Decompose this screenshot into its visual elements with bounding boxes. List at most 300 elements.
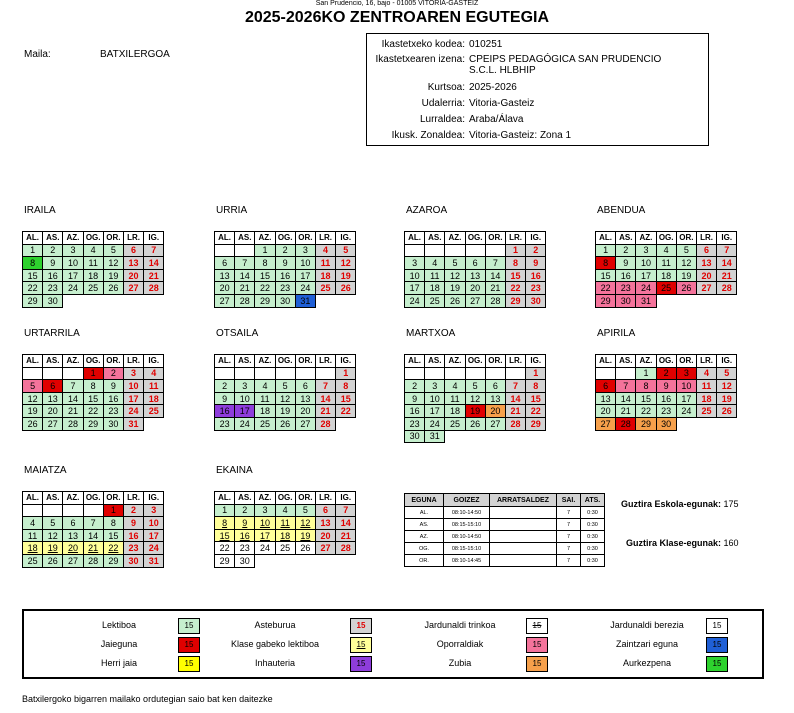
weekday-header: OG. (275, 232, 295, 245)
day-cell: 19 (336, 269, 356, 282)
day-cell: 9 (43, 257, 63, 270)
day-cell: 3 (295, 244, 315, 257)
day-cell: 6 (315, 504, 335, 517)
day-cell: 5 (295, 504, 315, 517)
weekday-header: AZ. (255, 492, 275, 505)
day-cell: 8 (215, 517, 235, 530)
day-cell: 26 (103, 282, 123, 295)
school-address: San Prudencio, 16, bajo - 01005 VITORIA-GASTEIZ (315, 0, 479, 7)
weekday-header: LR. (315, 232, 335, 245)
month-name: MARTXOA (406, 328, 456, 339)
day-cell: 8 (336, 380, 356, 393)
day-cell: 22 (23, 282, 43, 295)
empty-cell (465, 244, 485, 257)
empty-cell (43, 504, 63, 517)
legend-label: Klase gabeko lektiboa (230, 639, 320, 649)
day-cell: 31 (636, 294, 656, 307)
day-cell: 9 (275, 257, 295, 270)
schedule-cell (490, 519, 557, 531)
schedule-row (405, 555, 605, 567)
weekday-header: AZ. (255, 232, 275, 245)
info-label: Udalerria: (421, 98, 465, 109)
weekday-header: AS. (425, 355, 445, 368)
day-cell: 15 (596, 269, 616, 282)
weekday-header: LR. (123, 355, 143, 368)
weekday-header: AS. (235, 492, 255, 505)
empty-cell (315, 554, 335, 567)
day-cell: 25 (315, 282, 335, 295)
info-value: Vitoria-Gasteiz: Zona 1 (469, 130, 572, 141)
day-cell: 10 (405, 269, 425, 282)
schedule-row (405, 519, 605, 531)
day-cell: 20 (485, 405, 505, 418)
day-cell: 12 (676, 257, 696, 270)
day-cell: 18 (425, 282, 445, 295)
day-cell: 24 (295, 282, 315, 295)
day-cell: 27 (123, 282, 143, 295)
day-cell: 9 (405, 392, 425, 405)
day-cell: 4 (425, 257, 445, 270)
info-value: Araba/Álava (469, 114, 524, 125)
day-cell: 19 (23, 405, 43, 418)
day-cell: 1 (103, 504, 123, 517)
day-cell: 15 (636, 392, 656, 405)
weekday-header: AL. (405, 355, 425, 368)
day-cell: 15 (215, 529, 235, 542)
day-cell: 30 (656, 417, 676, 430)
schedule-cell (490, 507, 557, 519)
day-cell: 20 (43, 405, 63, 418)
day-cell: 29 (505, 294, 525, 307)
day-cell: 18 (696, 392, 716, 405)
schedule-header: GOIZEZ (444, 494, 490, 507)
schedule-cell: 0:30 (581, 555, 605, 567)
weekday-header: IG. (144, 355, 164, 368)
weekday-header: OR. (103, 232, 123, 245)
empty-cell (425, 244, 445, 257)
month-name: EKAINA (216, 465, 253, 476)
day-cell: 22 (103, 542, 123, 555)
weekday-header: IG. (717, 232, 737, 245)
day-cell: 4 (275, 504, 295, 517)
schedule-cell: AS. (405, 519, 444, 531)
day-cell: 2 (405, 380, 425, 393)
day-cell: 29 (23, 294, 43, 307)
legend-label: Jardunaldi trinkoa (424, 620, 496, 630)
day-cell: 23 (656, 405, 676, 418)
empty-cell (123, 294, 143, 307)
weekday-header: AS. (235, 232, 255, 245)
day-cell: 17 (63, 269, 83, 282)
day-cell: 2 (43, 244, 63, 257)
day-cell: 14 (83, 529, 103, 542)
day-cell: 30 (103, 417, 123, 430)
schedule-cell: 08:10-14:50 (444, 531, 490, 543)
day-cell: 13 (596, 392, 616, 405)
month-name: OTSAILA (216, 328, 259, 339)
day-cell: 15 (83, 392, 103, 405)
schedule-cell: 08:10-14:50 (444, 507, 490, 519)
day-cell: 9 (235, 517, 255, 530)
schedule-cell: 7 (557, 543, 581, 555)
weekday-header: OR. (485, 232, 505, 245)
day-cell: 19 (717, 392, 737, 405)
day-cell: 18 (275, 529, 295, 542)
day-cell: 14 (717, 257, 737, 270)
day-cell: 14 (616, 392, 636, 405)
day-cell: 31 (295, 294, 315, 307)
day-cell: 9 (215, 392, 235, 405)
day-cell: 5 (336, 244, 356, 257)
day-cell: 12 (295, 517, 315, 530)
schedule-cell (490, 543, 557, 555)
day-cell: 16 (103, 392, 123, 405)
day-cell: 28 (144, 282, 164, 295)
day-cell: 18 (144, 392, 164, 405)
day-cell: 9 (526, 257, 546, 270)
day-cell: 28 (505, 417, 525, 430)
empty-cell (505, 430, 525, 443)
legend-swatch: 15 (178, 618, 200, 634)
schedule-table (404, 493, 605, 567)
month-calendar (22, 354, 164, 431)
month-name: MAIATZA (24, 465, 67, 476)
empty-cell (63, 294, 83, 307)
weekday-header: OG. (83, 492, 103, 505)
legend-label: Lektiboa (101, 620, 137, 630)
day-cell: 5 (103, 244, 123, 257)
day-cell: 15 (23, 269, 43, 282)
legend-swatch: 15 (526, 618, 548, 634)
day-cell: 10 (144, 517, 164, 530)
day-cell: 14 (63, 392, 83, 405)
day-cell: 26 (275, 417, 295, 430)
weekday-header: OG. (275, 492, 295, 505)
weekday-header: AL. (215, 355, 235, 368)
day-cell: 31 (425, 430, 445, 443)
day-cell: 5 (23, 380, 43, 393)
day-cell: 16 (123, 529, 143, 542)
schedule-cell: 0:30 (581, 531, 605, 543)
weekday-header: IG. (336, 232, 356, 245)
info-label: Ikastetxeko kodea: (381, 39, 465, 50)
legend-swatch: 15 (526, 637, 548, 653)
day-cell: 24 (235, 417, 255, 430)
day-cell: 13 (465, 269, 485, 282)
day-cell: 22 (526, 405, 546, 418)
day-cell: 9 (656, 380, 676, 393)
day-cell: 20 (63, 542, 83, 555)
empty-cell (445, 367, 465, 380)
empty-cell (505, 367, 525, 380)
day-cell: 12 (445, 269, 465, 282)
day-cell: 21 (144, 269, 164, 282)
weekday-header: AS. (43, 355, 63, 368)
empty-cell (676, 417, 696, 430)
day-cell: 19 (103, 269, 123, 282)
legend-swatch: 15 (706, 618, 728, 634)
day-cell: 2 (215, 380, 235, 393)
day-cell: 6 (295, 380, 315, 393)
school-days-total (621, 499, 739, 509)
class-days-value: 160 (723, 538, 739, 548)
day-cell: 10 (255, 517, 275, 530)
empty-cell (63, 504, 83, 517)
day-cell: 31 (144, 554, 164, 567)
day-cell: 28 (485, 294, 505, 307)
day-cell: 13 (485, 392, 505, 405)
schedule-header: SAI. (557, 494, 581, 507)
day-cell: 4 (255, 380, 275, 393)
month-name: APIRILA (597, 328, 636, 339)
day-cell: 7 (336, 504, 356, 517)
day-cell: 30 (43, 294, 63, 307)
day-cell: 26 (336, 282, 356, 295)
schedule-row (405, 543, 605, 555)
day-cell: 1 (526, 367, 546, 380)
weekday-header: LR. (123, 232, 143, 245)
weekday-header: AL. (215, 492, 235, 505)
day-cell: 14 (505, 392, 525, 405)
month-calendar (595, 354, 737, 431)
day-cell: 25 (696, 405, 716, 418)
day-cell: 25 (83, 282, 103, 295)
day-cell: 11 (144, 380, 164, 393)
empty-cell (485, 367, 505, 380)
schedule-cell: OG. (405, 543, 444, 555)
day-cell: 27 (215, 294, 235, 307)
day-cell: 7 (315, 380, 335, 393)
weekday-header: LR. (696, 232, 716, 245)
day-cell: 5 (275, 380, 295, 393)
empty-cell (616, 367, 636, 380)
day-cell: 4 (445, 380, 465, 393)
day-cell: 10 (295, 257, 315, 270)
day-cell: 14 (235, 269, 255, 282)
day-cell: 16 (43, 269, 63, 282)
day-cell: 21 (235, 282, 255, 295)
day-cell: 15 (255, 269, 275, 282)
day-cell: 18 (656, 269, 676, 282)
month-name: IRAILA (24, 205, 56, 216)
weekday-header: IG. (526, 232, 546, 245)
day-cell: 11 (23, 529, 43, 542)
legend-swatch: 15 (178, 656, 200, 672)
day-cell: 8 (505, 257, 525, 270)
legend-swatch: 15 (350, 637, 372, 653)
weekday-header: OG. (465, 232, 485, 245)
empty-cell (405, 367, 425, 380)
day-cell: 22 (596, 282, 616, 295)
day-cell: 3 (255, 504, 275, 517)
day-cell: 8 (103, 517, 123, 530)
day-cell: 1 (23, 244, 43, 257)
day-cell: 28 (315, 417, 335, 430)
empty-cell (83, 504, 103, 517)
day-cell: 15 (103, 529, 123, 542)
legend-swatch: 15 (706, 656, 728, 672)
day-cell: 12 (336, 257, 356, 270)
school-days-label: Guztira Eskola-egunak: (621, 499, 722, 509)
empty-cell (717, 417, 737, 430)
day-cell: 6 (485, 380, 505, 393)
weekday-header: AZ. (445, 355, 465, 368)
weekday-header: OG. (275, 355, 295, 368)
day-cell: 17 (144, 529, 164, 542)
day-cell: 21 (505, 405, 525, 418)
day-cell: 10 (123, 380, 143, 393)
weekday-header: LR. (505, 355, 525, 368)
day-cell: 11 (255, 392, 275, 405)
legend-swatch: 15 (350, 656, 372, 672)
empty-cell (336, 417, 356, 430)
level-label: Maila: (24, 49, 51, 60)
weekday-header: AZ. (63, 492, 83, 505)
schedule-cell: 0:30 (581, 507, 605, 519)
weekday-header: AS. (425, 232, 445, 245)
month-calendar (22, 231, 164, 308)
day-cell: 24 (405, 294, 425, 307)
day-cell: 2 (275, 244, 295, 257)
empty-cell (275, 554, 295, 567)
day-cell: 27 (63, 554, 83, 567)
day-cell: 5 (445, 257, 465, 270)
day-cell: 16 (526, 269, 546, 282)
day-cell: 28 (717, 282, 737, 295)
month-name: ABENDUA (597, 205, 646, 216)
month-calendar (214, 354, 356, 431)
day-cell: 17 (235, 405, 255, 418)
day-cell: 19 (275, 405, 295, 418)
day-cell: 6 (123, 244, 143, 257)
day-cell: 7 (144, 244, 164, 257)
day-cell: 23 (275, 282, 295, 295)
schedule-cell: 0:30 (581, 543, 605, 555)
day-cell: 27 (295, 417, 315, 430)
month-calendar (404, 354, 546, 443)
day-cell: 13 (315, 517, 335, 530)
day-cell: 13 (295, 392, 315, 405)
legend-label: Asteburua (254, 620, 296, 630)
day-cell: 23 (405, 417, 425, 430)
day-cell: 4 (656, 244, 676, 257)
empty-cell (215, 367, 235, 380)
empty-cell (465, 430, 485, 443)
empty-cell (405, 244, 425, 257)
class-days-total (626, 538, 739, 548)
schedule-row (405, 507, 605, 519)
day-cell: 11 (275, 517, 295, 530)
empty-cell (485, 244, 505, 257)
day-cell: 30 (275, 294, 295, 307)
schedule-cell: 08:15-15:10 (444, 543, 490, 555)
day-cell: 29 (83, 417, 103, 430)
day-cell: 10 (636, 257, 656, 270)
legend-label: Jaieguna (100, 639, 138, 649)
empty-cell (235, 244, 255, 257)
weekday-header: OR. (676, 232, 696, 245)
day-cell: 8 (23, 257, 43, 270)
day-cell: 10 (425, 392, 445, 405)
weekday-header: IG. (717, 355, 737, 368)
legend-swatch: 15 (526, 656, 548, 672)
day-cell: 4 (23, 517, 43, 530)
day-cell: 22 (215, 542, 235, 555)
day-cell: 24 (636, 282, 656, 295)
empty-cell (656, 294, 676, 307)
day-cell: 11 (445, 392, 465, 405)
schedule-cell: 7 (557, 507, 581, 519)
day-cell: 4 (315, 244, 335, 257)
empty-cell (23, 504, 43, 517)
day-cell: 6 (696, 244, 716, 257)
empty-cell (717, 294, 737, 307)
weekday-header: OR. (295, 355, 315, 368)
day-cell: 7 (83, 517, 103, 530)
day-cell: 13 (215, 269, 235, 282)
schedule-cell: AL. (405, 507, 444, 519)
weekday-header: LR. (696, 355, 716, 368)
day-cell: 15 (336, 392, 356, 405)
day-cell: 28 (83, 554, 103, 567)
day-cell: 18 (23, 542, 43, 555)
day-cell: 22 (336, 405, 356, 418)
legend-label: Aurkezpena (622, 658, 672, 668)
day-cell: 14 (485, 269, 505, 282)
empty-cell (144, 294, 164, 307)
empty-cell (696, 294, 716, 307)
day-cell: 2 (616, 244, 636, 257)
weekday-header: OG. (656, 355, 676, 368)
weekday-header: AZ. (255, 355, 275, 368)
day-cell: 19 (43, 542, 63, 555)
day-cell: 11 (315, 257, 335, 270)
day-cell: 11 (83, 257, 103, 270)
schedule-header: ARRATSALDEZ (490, 494, 557, 507)
day-cell: 29 (255, 294, 275, 307)
day-cell: 10 (676, 380, 696, 393)
month-calendar (214, 231, 356, 308)
school-info-box (366, 33, 709, 146)
weekday-header: LR. (315, 355, 335, 368)
day-cell: 3 (636, 244, 656, 257)
day-cell: 16 (616, 269, 636, 282)
empty-cell (23, 367, 43, 380)
day-cell: 16 (405, 405, 425, 418)
day-cell: 26 (717, 405, 737, 418)
info-value: 2025-2026 (469, 82, 517, 93)
empty-cell (235, 367, 255, 380)
day-cell: 18 (315, 269, 335, 282)
weekday-header: LR. (505, 232, 525, 245)
empty-cell (295, 554, 315, 567)
weekday-header: LR. (315, 492, 335, 505)
day-cell: 17 (636, 269, 656, 282)
day-cell: 20 (596, 405, 616, 418)
day-cell: 29 (636, 417, 656, 430)
empty-cell (83, 294, 103, 307)
day-cell: 20 (215, 282, 235, 295)
day-cell: 8 (255, 257, 275, 270)
day-cell: 20 (465, 282, 485, 295)
empty-cell (676, 294, 696, 307)
day-cell: 9 (123, 517, 143, 530)
day-cell: 7 (63, 380, 83, 393)
day-cell: 12 (103, 257, 123, 270)
day-cell: 8 (526, 380, 546, 393)
day-cell: 26 (676, 282, 696, 295)
day-cell: 31 (123, 417, 143, 430)
